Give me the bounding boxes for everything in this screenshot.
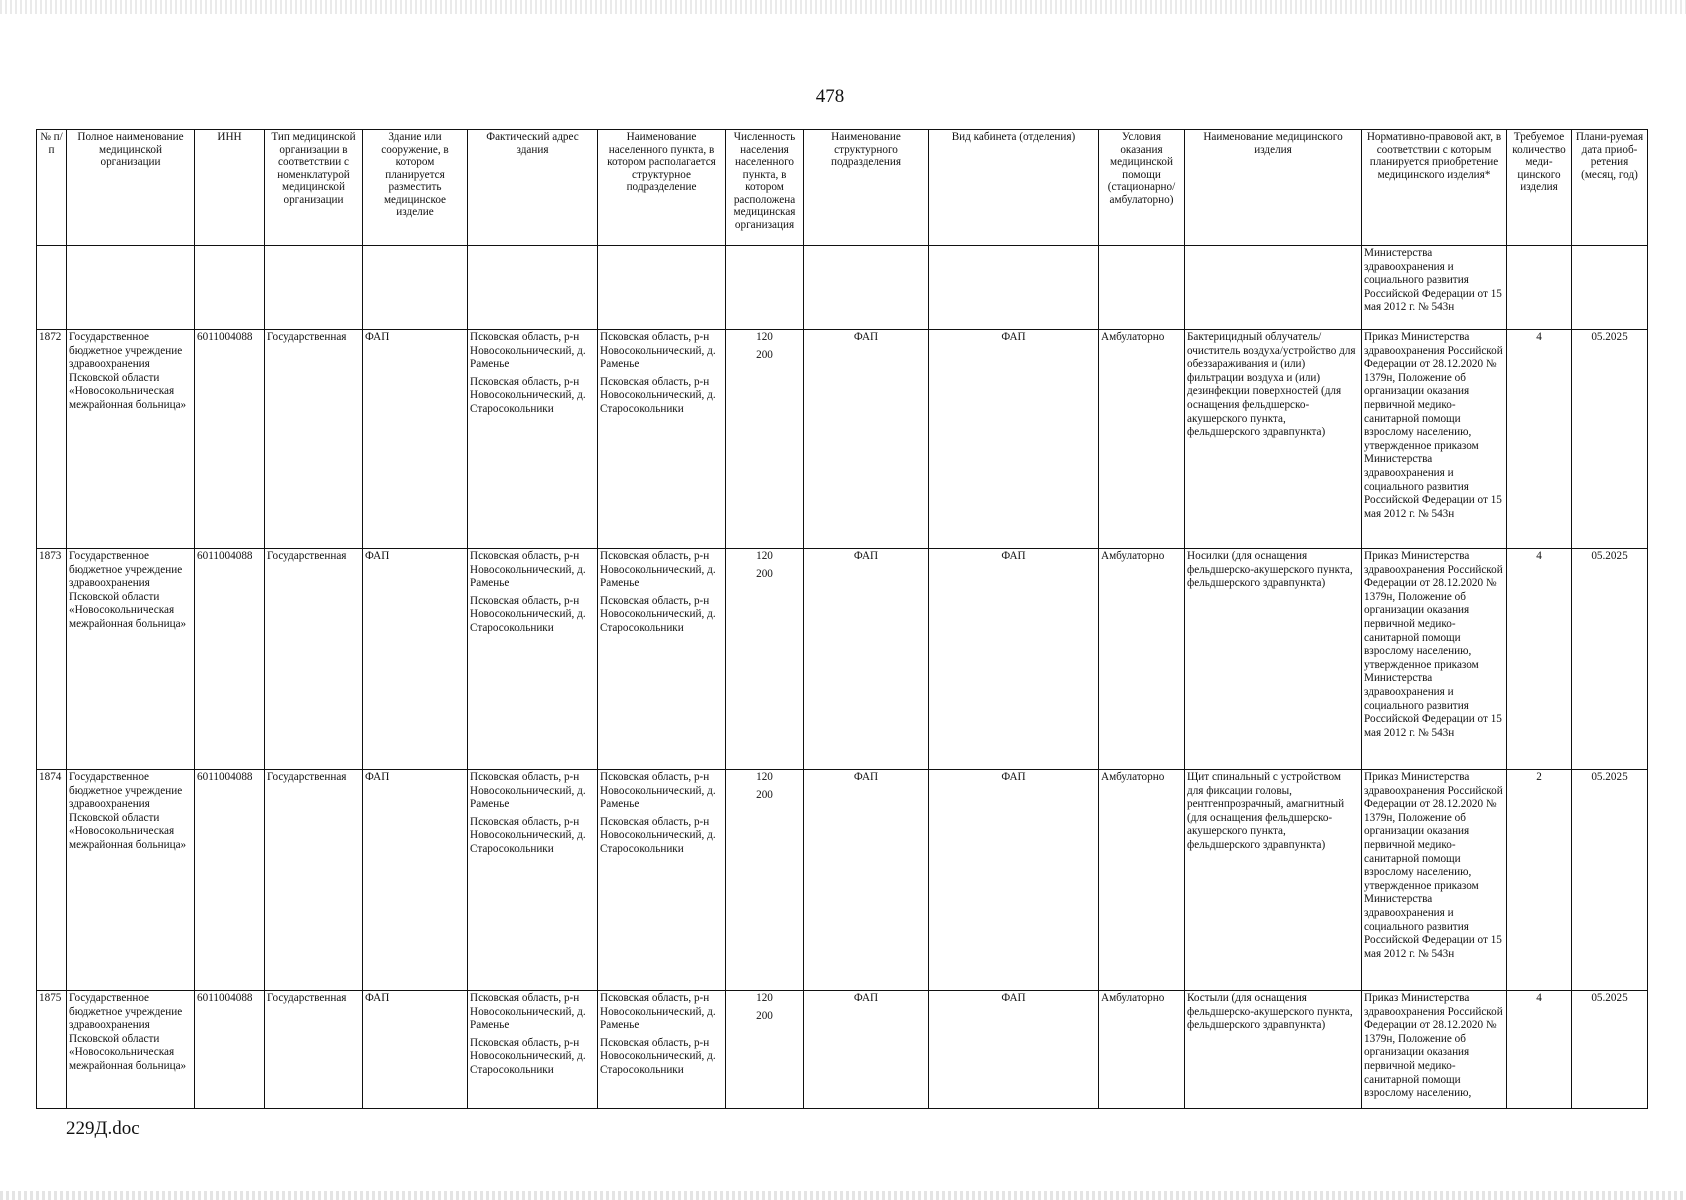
header-cell: Наименование медицинского изделия	[1185, 130, 1362, 246]
cabinet-cell: ФАП	[929, 991, 1099, 1109]
building-cell: ФАП	[363, 549, 468, 770]
act-cell: Министерства здравоохранения и социального развития Российской Федерации от 15 мая 2012 г. № 543н	[1362, 246, 1507, 330]
qty-cell: 4	[1507, 330, 1572, 549]
settlement-line: Псковская область, р-н Новосокольнический, д. Старосокольники	[600, 375, 716, 415]
settlement-line: Псковская область, р-н Новосокольнический, д. Старосокольники	[600, 594, 716, 634]
qty-cell: 4	[1507, 991, 1572, 1109]
settlement-line: Псковская область, р-н Новосокольнический, д. Старосокольники	[600, 1036, 716, 1076]
type-cell: Государственная	[265, 991, 363, 1109]
table-row	[37, 330, 1648, 549]
conditions-cell: Амбулаторно	[1099, 991, 1185, 1109]
settlement-line: Псковская область, р-н Новосокольнический, д. Раменье	[600, 992, 716, 1032]
page-number: 478	[815, 86, 845, 107]
row-number: 1872	[37, 330, 67, 549]
population-value: 120	[756, 331, 773, 343]
header-cell: Фактический адрес здания	[468, 130, 598, 246]
inn-cell: 6011004088	[195, 549, 265, 770]
address-line: Псковская область, р-н Новосокольнический, д. Раменье	[470, 550, 586, 590]
address-cell	[468, 549, 598, 770]
population-value: 120	[756, 992, 773, 1004]
org-cell: Государственное бюджетное учреждение здравоохранения Псковской области «Новосокольническая межрайонная больница»	[67, 991, 195, 1109]
inn-cell: 6011004088	[195, 991, 265, 1109]
date-cell: 05.2025	[1572, 770, 1648, 991]
equipment-table	[36, 129, 1648, 1109]
settlement-cell	[598, 549, 726, 770]
conditions-cell: Амбулаторно	[1099, 770, 1185, 991]
population-value: 200	[756, 1009, 773, 1022]
address-line: Псковская область, р-н Новосокольнический, д. Раменье	[470, 992, 586, 1032]
address-cell	[468, 330, 598, 549]
inn-cell: 6011004088	[195, 770, 265, 991]
address-cell	[468, 770, 598, 991]
address-line: Псковская область, р-н Новосокольнический, д. Раменье	[470, 331, 586, 371]
unit-cell: ФАП	[804, 770, 929, 991]
device-cell: Бактерицидный облучатель/очиститель воздуха/устройство для обеззараживания и (или) фильтрации воздуха и (или) дезинфекции поверхностей (для оснащения фельдшерско-акушерского пункта, фельдшерского здравпункта)	[1185, 330, 1362, 549]
device-cell: Носилки (для оснащения фельдшерско-акушерского пункта, фельдшерского здравпункта)	[1185, 549, 1362, 770]
row-number: 1873	[37, 549, 67, 770]
header-cell: Условия оказания медицинской помощи (стационарно/ амбулаторно)	[1099, 130, 1185, 246]
header-cell: Вид кабинета (отделения)	[929, 130, 1099, 246]
table-row-continuation	[37, 246, 1648, 330]
population-cell	[726, 991, 804, 1109]
scan-edge-bottom	[0, 1191, 1686, 1200]
qty-cell: 4	[1507, 549, 1572, 770]
date-cell: 05.2025	[1572, 330, 1648, 549]
org-cell: Государственное бюджетное учреждение здравоохранения Псковской области «Новосокольническая межрайонная больница»	[67, 770, 195, 991]
header-cell: Полное наименование медицинской организации	[67, 130, 195, 246]
population-value: 120	[756, 771, 773, 783]
table-header-row	[37, 130, 1648, 246]
header-cell: Тип медицинской организации в соответствии с номенклатурой медицинской организации	[265, 130, 363, 246]
address-line: Псковская область, р-н Новосокольнический, д. Старосокольники	[470, 594, 586, 634]
population-value: 200	[756, 788, 773, 801]
table-row	[37, 770, 1648, 991]
population-value: 200	[756, 348, 773, 361]
row-number: 1875	[37, 991, 67, 1109]
population-cell	[726, 330, 804, 549]
header-cell: Нормативно-правовой акт, в соответствии с которым планируется приобретение медицинского изделия*	[1362, 130, 1507, 246]
act-cell: Приказ Министерства здравоохранения Российской Федерации от 28.12.2020 № 1379н, Положение об организации оказания первичной медико-санитарной помощи взрослому населению, утвержденное приказом Министерства здравоохранения и социального развития Российской Федерации от 15 мая 2012 г. № 543н	[1362, 549, 1507, 770]
population-value: 200	[756, 567, 773, 580]
header-cell: Численность населения населенного пункта, в котором расположена медицинская организация	[726, 130, 804, 246]
unit-cell: ФАП	[804, 991, 929, 1109]
scan-edge-top	[0, 0, 1686, 14]
building-cell: ФАП	[363, 991, 468, 1109]
settlement-cell	[598, 330, 726, 549]
date-cell: 05.2025	[1572, 549, 1648, 770]
settlement-cell	[598, 770, 726, 991]
address-line: Псковская область, р-н Новосокольнический, д. Старосокольники	[470, 815, 586, 855]
footer-filename: 229Д.doc	[66, 1118, 140, 1139]
org-cell: Государственное бюджетное учреждение здравоохранения Псковской области «Новосокольническая межрайонная больница»	[67, 330, 195, 549]
settlement-cell	[598, 991, 726, 1109]
act-cell: Приказ Министерства здравоохранения Российской Федерации от 28.12.2020 № 1379н, Положение об организации оказания первичной медико-санитарной помощи взрослому населению, утвержденное приказом Министерства здравоохранения и социального развития Российской Федерации от 15 мая 2012 г. № 543н	[1362, 330, 1507, 549]
header-cell: Наименование населенного пункта, в котором располагается структурное подразделение	[598, 130, 726, 246]
conditions-cell: Амбулаторно	[1099, 330, 1185, 549]
settlement-line: Псковская область, р-н Новосокольнический, д. Раменье	[600, 331, 716, 371]
type-cell: Государственная	[265, 770, 363, 991]
header-cell: № п/п	[37, 130, 67, 246]
cabinet-cell: ФАП	[929, 330, 1099, 549]
act-cell: Приказ Министерства здравоохранения Российской Федерации от 28.12.2020 № 1379н, Положение об организации оказания первичной медико-санитарной помощи взрослому населению, утвержденное приказом Министерства здравоохранения и социального развития Российской Федерации от 15 мая 2012 г. № 543н	[1362, 770, 1507, 991]
act-cell: Приказ Министерства здравоохранения Российской Федерации от 28.12.2020 № 1379н, Положение об организации оказания первичной медико-санитарной помощи взрослому населению,	[1362, 991, 1507, 1109]
address-line: Псковская область, р-н Новосокольнический, д. Раменье	[470, 771, 586, 811]
address-line: Псковская область, р-н Новосокольнический, д. Старосокольники	[470, 375, 586, 415]
building-cell: ФАП	[363, 330, 468, 549]
address-line: Псковская область, р-н Новосокольнический, д. Старосокольники	[470, 1036, 586, 1076]
inn-cell: 6011004088	[195, 330, 265, 549]
unit-cell: ФАП	[804, 549, 929, 770]
population-value: 120	[756, 550, 773, 562]
settlement-line: Псковская область, р-н Новосокольнический, д. Раменье	[600, 550, 716, 590]
settlement-line: Псковская область, р-н Новосокольнический, д. Раменье	[600, 771, 716, 811]
row-number: 1874	[37, 770, 67, 991]
population-cell	[726, 549, 804, 770]
header-cell: Плани-руемая дата приоб-ретения (месяц, год)	[1572, 130, 1648, 246]
header-cell: ИНН	[195, 130, 265, 246]
org-cell: Государственное бюджетное учреждение здравоохранения Псковской области «Новосокольническая межрайонная больница»	[67, 549, 195, 770]
table-row	[37, 549, 1648, 770]
cabinet-cell: ФАП	[929, 549, 1099, 770]
header-cell: Наименование структурного подразделения	[804, 130, 929, 246]
type-cell: Государственная	[265, 330, 363, 549]
date-cell: 05.2025	[1572, 991, 1648, 1109]
building-cell: ФАП	[363, 770, 468, 991]
device-cell: Костыли (для оснащения фельдшерско-акушерского пункта, фельдшерского здравпункта)	[1185, 991, 1362, 1109]
device-cell: Щит спинальный с устройством для фиксации головы, рентгенпрозрачный, амагнитный (для оснащения фельдшерско-акушерского пункта, фельдшерского здравпункта)	[1185, 770, 1362, 991]
header-cell: Требуемое количество меди-цинского изделия	[1507, 130, 1572, 246]
unit-cell: ФАП	[804, 330, 929, 549]
qty-cell: 2	[1507, 770, 1572, 991]
settlement-line: Псковская область, р-н Новосокольнический, д. Старосокольники	[600, 815, 716, 855]
cabinet-cell: ФАП	[929, 770, 1099, 991]
header-cell: Здание или сооружение, в котором планируется разместить медицинское изделие	[363, 130, 468, 246]
table-row	[37, 991, 1648, 1109]
conditions-cell: Амбулаторно	[1099, 549, 1185, 770]
type-cell: Государственная	[265, 549, 363, 770]
address-cell	[468, 991, 598, 1109]
population-cell	[726, 770, 804, 991]
